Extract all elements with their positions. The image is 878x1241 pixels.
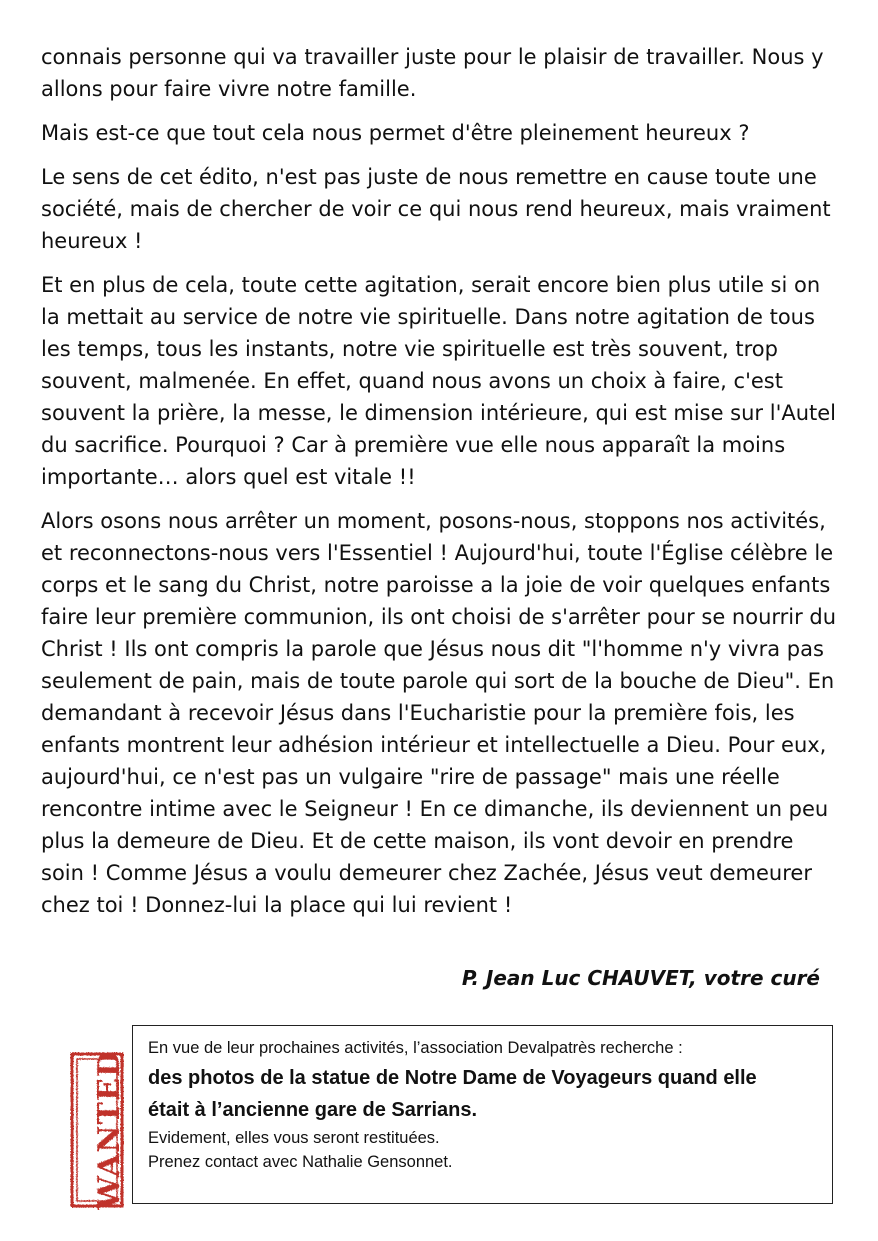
- wanted-stamp-icon: [66, 1050, 130, 1210]
- notice-headline-line-2: était à l’ancienne gare de Sarrians.: [148, 1099, 478, 1121]
- wanted-notice-box: [132, 1025, 833, 1204]
- notice-headline-line-1: des photos de la statue de Notre Dame de Voyageurs quand elle: [148, 1067, 757, 1089]
- editorial-paragraph-2: Mais est-ce que tout cela nous permet d'être pleinement heureux ?: [41, 121, 750, 145]
- editorial-signature: P. Jean Luc CHAUVET, votre curé: [461, 966, 820, 990]
- notice-restitution-line: Evidement, elles vous seront restituées.: [148, 1129, 440, 1147]
- editorial-text: [41, 41, 841, 933]
- notice-intro: En vue de leur prochaines activités, l’association Devalpatrès recherche :: [148, 1039, 683, 1057]
- editorial-paragraph-3: Le sens de cet édito, n'est pas juste de nous remettre en cause toute une société, mais de chercher de voir ce qui nous rend heureux, mais vraiment heureux !: [41, 165, 831, 253]
- editorial-paragraph-5: Alors osons nous arrêter un moment, posons-nous, stoppons nos activités, et reconnectons-nous vers l'Essentiel ! Aujourd'hui, toute l'Église célèbre le corps et le sang du Christ, notre paroisse a la joie de voir quelques enfants faire leur première communion, ils ont choisi de s'arrêter pour se nourrir du Christ ! Ils ont compris la parole que Jésus nous dit "l'homme n'y vivra pas seulement de pain, mais de toute parole qui sort de la bouche de Dieu". En demandant à recevoir Jésus dans l'Eucharistie pour la première fois, les enfants montrent leur adhésion intérieur et intellectuelle a Dieu. Pour eux, aujourd'hui, ce n'est pas un vulgaire "rire de passage" mais une réelle rencontre intime avec le Seigneur ! En ce dimanche, ils deviennent un peu plus la demeure de Dieu. Et de cette maison, ils vont devoir en prendre soin ! Comme Jésus a voulu demeurer chez Zachée, Jésus veut demeurer chez toi ! Donnez-lui la place qui lui revient !: [41, 509, 837, 917]
- notice-content: [148, 1036, 823, 1174]
- notice-contact-line: Prenez contact avec Nathalie Gensonnet.: [148, 1153, 453, 1171]
- editorial-paragraph-1: connais personne qui va travailler juste pour le plaisir de travailler. Nous y allons pour faire vivre notre famille.: [41, 45, 824, 101]
- svg-text:WANTED: WANTED: [92, 1050, 127, 1210]
- notice-headline: [148, 1062, 823, 1126]
- editorial-paragraph-4: Et en plus de cela, toute cette agitation, serait encore bien plus utile si on la mettait au service de notre vie spirituelle. Dans notre agitation de tous les temps, tous les instants, notre vie spirituelle est très souvent, trop souvent, malmenée. En effet, quand nous avons un choix à faire, c'est souvent la prière, la messe, le dimension intérieure, qui est mise sur l'Autel du sacrifice. Pourquoi ? Car à première vue elle nous apparaît la moins importante… alors quel est vitale !!: [41, 273, 837, 489]
